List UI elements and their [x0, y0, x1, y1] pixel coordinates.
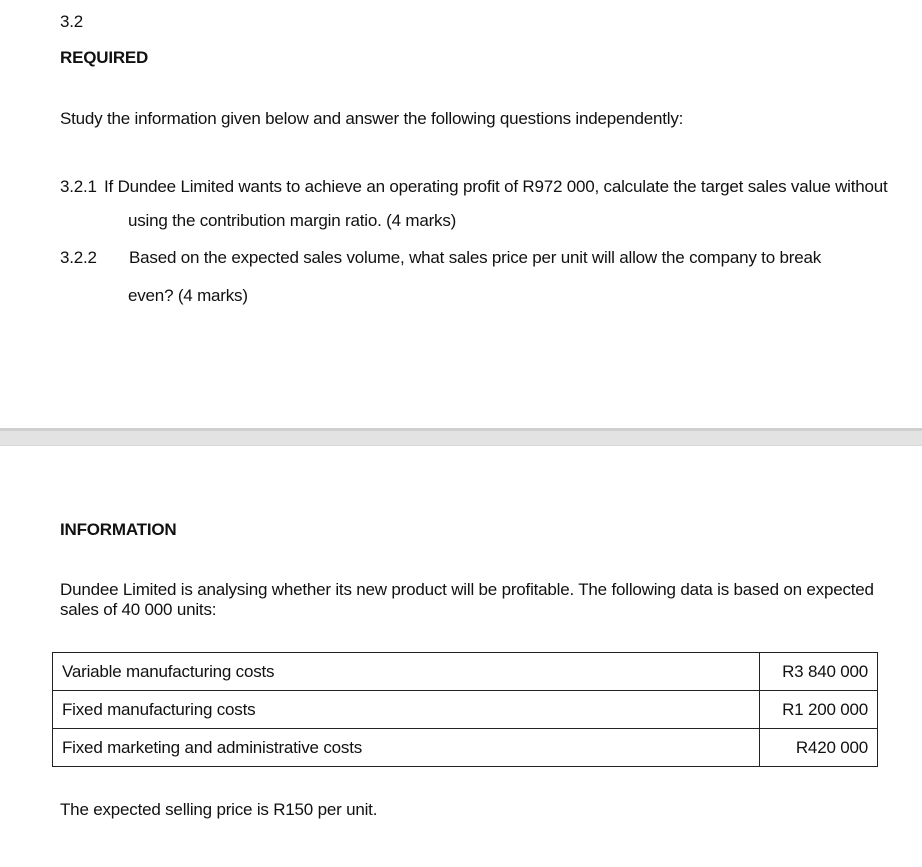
question-number: 3.2.1: [60, 177, 97, 196]
document-page-top: [0, 0, 922, 428]
cost-label: Fixed manufacturing costs: [53, 691, 760, 729]
table-row: [53, 729, 878, 767]
required-heading: REQUIRED: [60, 48, 149, 67]
question-text-line1: If Dundee Limited wants to achieve an operating profit of R972 000, calculate the target sales value without: [104, 177, 888, 196]
cost-amount: R1 200 000: [760, 691, 878, 729]
information-heading: INFORMATION: [60, 520, 177, 539]
required-intro: Study the information given below and answer the following questions independently:: [60, 109, 684, 128]
table-row: [53, 653, 878, 691]
question-text-line1: Based on the expected sales volume, what sales price per unit will allow the company to break: [129, 248, 822, 267]
cost-amount: R3 840 000: [760, 653, 878, 691]
table-row: [53, 691, 878, 729]
cost-label: Fixed marketing and administrative costs: [53, 729, 760, 767]
document-page-bottom: [0, 446, 922, 867]
question-text-line2: using the contribution margin ratio. (4 marks): [128, 211, 457, 230]
selling-price-note: The expected selling price is R150 per unit.: [60, 800, 378, 819]
section-number: 3.2: [60, 12, 84, 31]
cost-table: [52, 652, 878, 767]
question-text-line2: even? (4 marks): [128, 286, 248, 305]
information-intro: Dundee Limited is analysing whether its new product will be profitable. The following data is based on expected sales of 40 000 units:: [60, 580, 874, 619]
page-separator: [0, 428, 922, 446]
cost-label: Variable manufacturing costs: [53, 653, 760, 691]
question-number: 3.2.2: [60, 248, 97, 267]
cost-amount: R420 000: [760, 729, 878, 767]
